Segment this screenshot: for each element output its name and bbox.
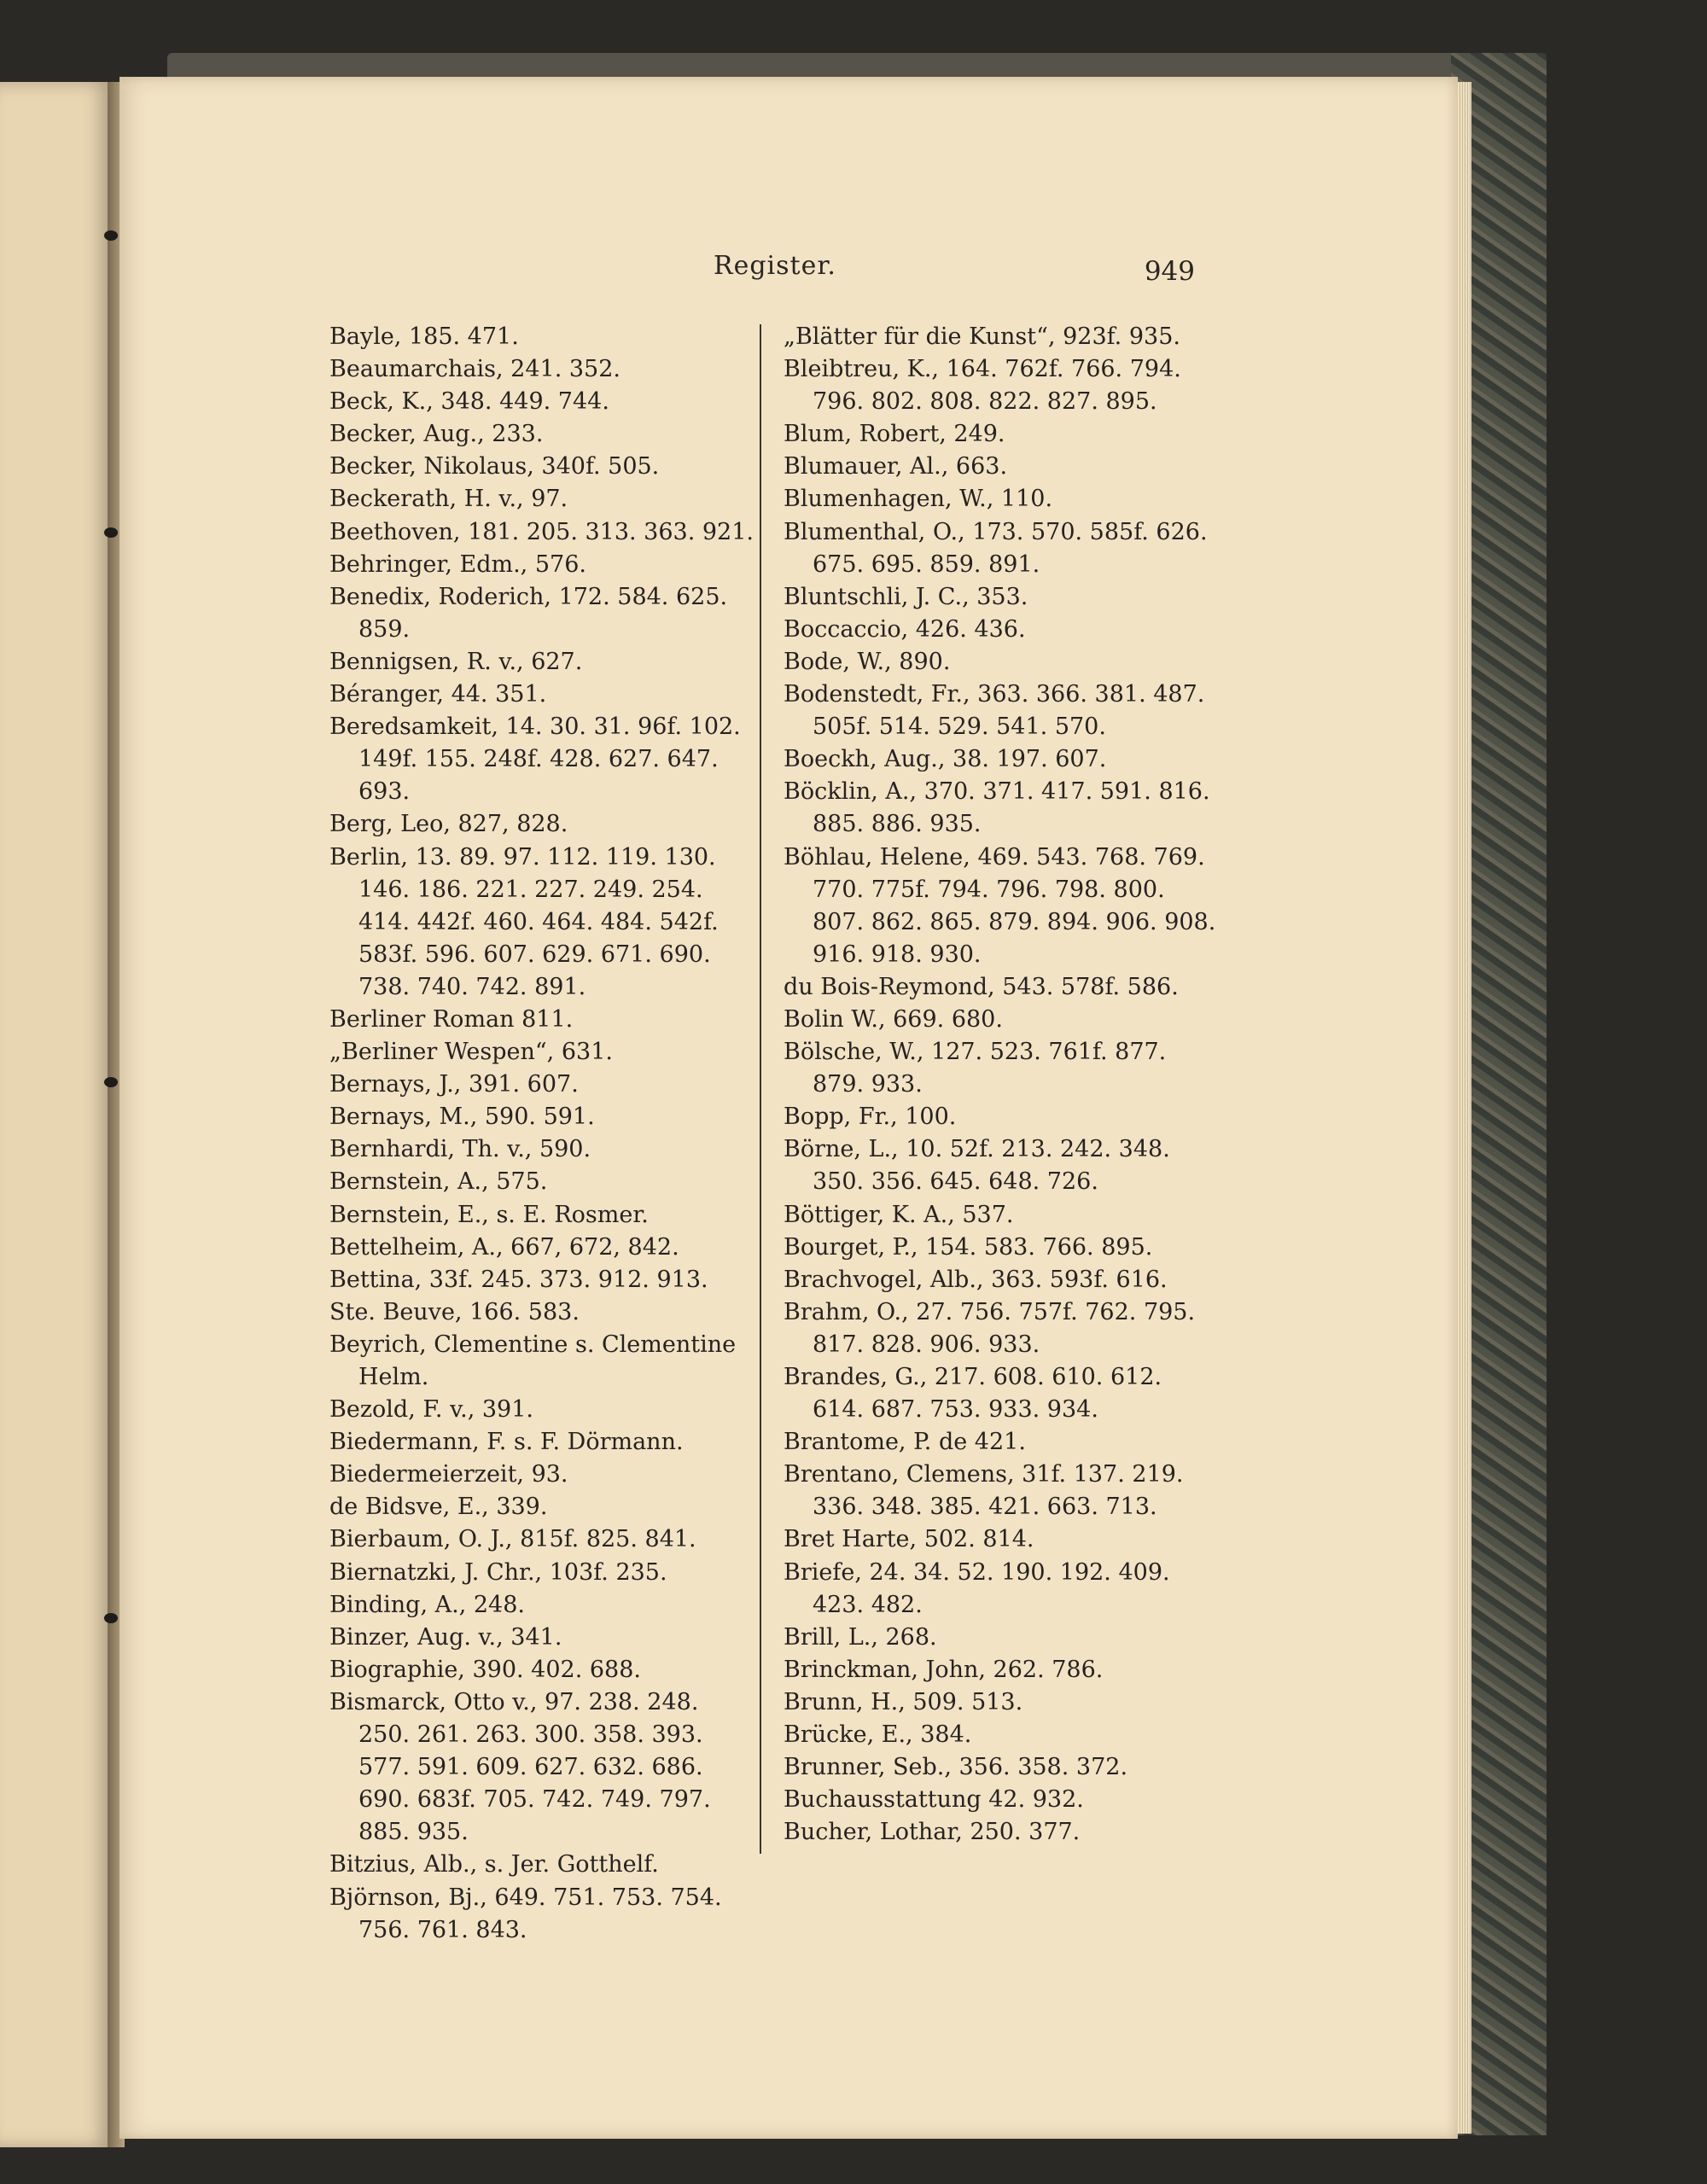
index-entry: Böttiger, K. A., 537.: [784, 1201, 1014, 1228]
index-entry: Brachvogel, Alb., 363. 593f. 616.: [784, 1266, 1168, 1293]
index-entry: Bode, W., 890.: [784, 648, 951, 675]
index-entry: Blumenthal, O., 173. 570. 585f. 626. 675. 695. 859. 891.: [784, 518, 1208, 578]
page-number: 949: [1144, 256, 1195, 287]
index-entry: Ste. Beuve, 166. 583.: [329, 1298, 580, 1325]
index-entry: Bernstein, E., s. E. Rosmer.: [329, 1201, 649, 1228]
index-entry: Brantome, P. de 421.: [784, 1429, 1026, 1456]
index-entry: Brentano, Clemens, 31f. 137. 219. 336. 348. 385. 421. 663. 713.: [784, 1461, 1184, 1521]
index-entry: Bucher, Lothar, 250. 377.: [784, 1819, 1081, 1846]
index-entry: Biedermeierzeit, 93.: [329, 1461, 568, 1488]
index-entry: du Bois-Reymond, 543. 578f. 586.: [784, 973, 1179, 1000]
binding-hole: [104, 527, 118, 538]
index-entry: Berlin, 13. 89. 97. 112. 119. 130. 146. 186. 221. 227. 249. 254. 414. 442f. 460. 464. 484. 542f. 583f. 596. 607. 629. 671. 690. 738. 740. 742. 891.: [329, 843, 719, 1000]
index-entry: Brunner, Seb., 356. 358. 372.: [784, 1754, 1128, 1781]
index-entry: Bismarck, Otto v., 97. 238. 248. 250. 261. 263. 300. 358. 393. 577. 591. 609. 627. 632. 686. 690. 683f. 705. 742. 749. 797. 885. 935.: [329, 1688, 711, 1846]
index-entry: Brücke, E., 384.: [784, 1721, 972, 1749]
index-entry: Bleibtreu, K., 164. 762f. 766. 794. 796. 802. 808. 822. 827. 895.: [784, 356, 1181, 416]
index-entry: Bolin W., 669. 680.: [784, 1005, 1003, 1033]
index-entry: Binding, A., 248.: [329, 1591, 525, 1618]
index-entry: Briefe, 24. 34. 52. 190. 192. 409. 423. 482.: [784, 1558, 1170, 1618]
index-entry: Bitzius, Alb., s. Jer. Gotthelf.: [329, 1851, 659, 1878]
index-entry: Brunn, H., 509. 513.: [784, 1688, 1023, 1715]
index-entry: Brill, L., 268.: [784, 1623, 937, 1651]
index-entry: Beck, K., 348. 449. 744.: [329, 388, 609, 416]
index-entry: Beaumarchais, 241. 352.: [329, 356, 620, 383]
index-entry: „Berliner Wespen“, 631.: [329, 1039, 613, 1066]
index-entry: Bourget, P., 154. 583. 766. 895.: [784, 1233, 1153, 1261]
index-entry: Bluntschli, J. C., 353.: [784, 583, 1028, 610]
page-stack-edge: [1458, 82, 1471, 2134]
index-entry: Bettina, 33f. 245. 373. 912. 913.: [329, 1266, 708, 1293]
index-entry: Biernatzki, J. Chr., 103f. 235.: [329, 1558, 667, 1586]
index-entry: Brinckman, John, 262. 786.: [784, 1656, 1104, 1683]
index-entry: Bernstein, A., 575.: [329, 1168, 548, 1196]
index-entry: Bernays, M., 590. 591.: [329, 1104, 595, 1131]
index-entry: Bierbaum, O. J., 815f. 825. 841.: [329, 1526, 696, 1553]
index-entry: Beyrich, Clementine s. Clementine Helm.: [329, 1331, 737, 1390]
index-entry: Blumenhagen, W., 110.: [784, 486, 1053, 513]
index-entry: Beckerath, H. v., 97.: [329, 486, 568, 513]
index-entry: Brandes, G., 217. 608. 610. 612. 614. 687. 753. 933. 934.: [784, 1364, 1162, 1424]
index-entry: Becker, Nikolaus, 340f. 505.: [329, 453, 660, 480]
index-entry: Bodenstedt, Fr., 363. 366. 381. 487. 505f. 514. 529. 541. 570.: [784, 681, 1205, 741]
index-entry: Böcklin, A., 370. 371. 417. 591. 816. 885. 886. 935.: [784, 778, 1210, 838]
binding-hole: [104, 1613, 118, 1623]
index-entry: Börne, L., 10. 52f. 213. 242. 348. 350. 356. 645. 648. 726.: [784, 1136, 1170, 1196]
running-title: Register.: [714, 251, 836, 281]
index-entry: Blumauer, Al., 663.: [784, 453, 1008, 480]
index-entry: Beredsamkeit, 14. 30. 31. 96f. 102. 149f. 155. 248f. 428. 627. 647. 693.: [329, 713, 741, 806]
column-divider: [760, 324, 761, 1854]
index-entry: Berliner Roman 811.: [329, 1005, 574, 1033]
index-entry: Bernhardi, Th. v., 590.: [329, 1136, 591, 1163]
index-entry: Brahm, O., 27. 756. 757f. 762. 795. 817. 828. 906. 933.: [784, 1298, 1196, 1358]
index-entry: Behringer, Edm., 576.: [329, 550, 586, 578]
index-entry: Benedix, Roderich, 172. 584. 625. 859.: [329, 583, 728, 643]
index-entry: Bopp, Fr., 100.: [784, 1104, 957, 1131]
index-entry: Björnson, Bj., 649. 751. 753. 754. 756. 761. 843.: [329, 1884, 722, 1943]
index-entry: Boeckh, Aug., 38. 197. 607.: [784, 746, 1107, 773]
index-entry: Biedermann, F. s. F. Dörmann.: [329, 1429, 684, 1456]
index-column-right: [784, 321, 1217, 1849]
binding-hole: [104, 1077, 118, 1087]
index-entry: Bennigsen, R. v., 627.: [329, 648, 583, 675]
index-entry: Bezold, F. v., 391.: [329, 1396, 533, 1424]
index-entry: Bernays, J., 391. 607.: [329, 1071, 579, 1098]
index-entry: Bret Harte, 502. 814.: [784, 1526, 1034, 1553]
index-entry: Böhlau, Helene, 469. 543. 768. 769. 770. 775f. 794. 796. 798. 800. 807. 862. 865. 879. 894. 906. 908. 916. 918. 930.: [784, 843, 1216, 968]
facing-page-edge: [0, 82, 113, 2147]
index-entry: Beethoven, 181. 205. 313. 363. 921.: [329, 518, 754, 545]
index-entry: Biographie, 390. 402. 688.: [329, 1656, 641, 1683]
index-entry: Béranger, 44. 351.: [329, 681, 547, 708]
index-column-left: [329, 321, 756, 1947]
binding-hole: [104, 230, 118, 241]
index-entry: Bölsche, W., 127. 523. 761f. 877. 879. 933.: [784, 1039, 1167, 1098]
index-entry: Becker, Aug., 233.: [329, 421, 544, 448]
index-entry: Binzer, Aug. v., 341.: [329, 1623, 562, 1651]
index-entry: Bayle, 185. 471.: [329, 323, 519, 350]
index-entry: „Blätter für die Kunst“, 923f. 935.: [784, 323, 1180, 350]
index-entry: Buchausstattung 42. 932.: [784, 1786, 1084, 1814]
index-entry: Blum, Robert, 249.: [784, 421, 1005, 448]
index-entry: Bettelheim, A., 667, 672, 842.: [329, 1233, 679, 1261]
index-entry: de Bidsve, E., 339.: [329, 1494, 548, 1521]
index-entry: Boccaccio, 426. 436.: [784, 615, 1026, 643]
index-entry: Berg, Leo, 827, 828.: [329, 811, 568, 838]
